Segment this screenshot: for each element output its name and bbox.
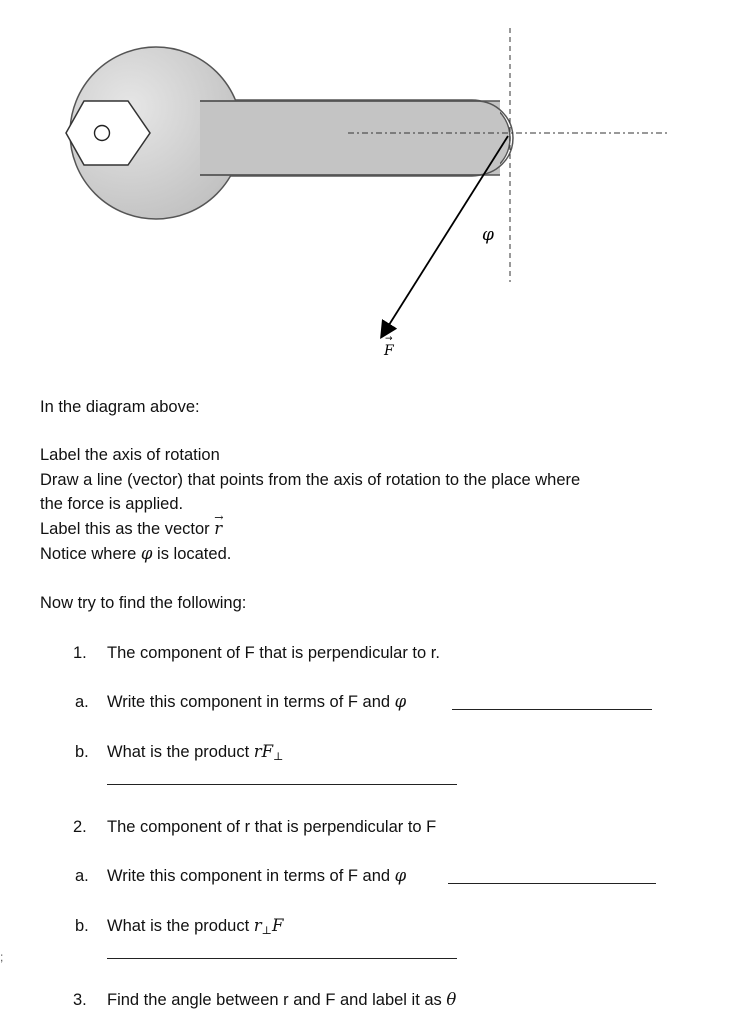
instruction-1: Label the axis of rotation bbox=[40, 446, 220, 464]
q2a-text bbox=[107, 864, 406, 888]
prompt-text: Now try to find the following: bbox=[40, 594, 247, 612]
q3-text bbox=[107, 988, 456, 1012]
q1b-text bbox=[107, 740, 283, 769]
q2b-answer-blank[interactable] bbox=[107, 958, 457, 959]
q2-number: 2. bbox=[73, 818, 87, 836]
q2a-label: a. bbox=[75, 867, 89, 885]
q2b-text bbox=[107, 914, 283, 943]
notice-before: Notice where bbox=[40, 545, 141, 563]
force-label: F bbox=[384, 343, 394, 359]
q1a-symbol: φ bbox=[394, 692, 407, 711]
q1a-text bbox=[107, 690, 406, 714]
q2b-label: b. bbox=[75, 917, 89, 935]
force-vector-arrow: → bbox=[385, 334, 393, 344]
stray-mark: ; bbox=[0, 950, 4, 964]
q3-number: 3. bbox=[73, 991, 87, 1009]
q3-question: Find the angle between r and F and label it as bbox=[107, 991, 442, 1009]
q1-text: The component of F that is perpendicular to r. bbox=[107, 644, 440, 662]
notice-after: is located. bbox=[152, 545, 232, 563]
q2-text: The component of r that is perpendicular to F bbox=[107, 818, 437, 836]
intro-text: In the diagram above: bbox=[40, 398, 200, 416]
q3-symbol: θ bbox=[446, 990, 457, 1009]
notice-symbol: φ bbox=[140, 544, 153, 563]
notice-line bbox=[40, 542, 231, 566]
instruction-3: the force is applied. bbox=[40, 495, 184, 513]
q1-number: 1. bbox=[73, 644, 87, 662]
vector-r-symbol: → r bbox=[214, 517, 222, 541]
wrench bbox=[66, 47, 513, 219]
q2a-answer-blank[interactable] bbox=[448, 883, 656, 884]
q1b-label: b. bbox=[75, 743, 89, 761]
bolt-circle bbox=[95, 126, 110, 141]
q1a-label: a. bbox=[75, 693, 89, 711]
q2b-symbol2: F bbox=[272, 916, 284, 935]
q1b-answer-blank[interactable] bbox=[107, 784, 457, 785]
q2b-symbol: r bbox=[253, 916, 262, 935]
angle-label: φ bbox=[482, 225, 494, 245]
q1b-subscript: ⊥ bbox=[273, 750, 284, 763]
instruction-2: Draw a line (vector) that points from the axis of rotation to the place where bbox=[40, 471, 581, 489]
q2a-symbol: φ bbox=[394, 866, 407, 885]
q2b-question: What is the product bbox=[107, 917, 250, 935]
instruction-4 bbox=[40, 517, 222, 541]
q1a-question: Write this component in terms of F and bbox=[107, 693, 391, 711]
q1b-question: What is the product bbox=[107, 743, 250, 761]
q1a-answer-blank[interactable] bbox=[452, 709, 652, 710]
q2b-subscript: ⊥ bbox=[261, 924, 272, 937]
instruction-4-text: Label this as the vector bbox=[40, 520, 210, 538]
q1b-symbol: rF bbox=[253, 742, 274, 761]
q2a-question: Write this component in terms of F and bbox=[107, 867, 391, 885]
wrench-diagram bbox=[0, 0, 738, 390]
